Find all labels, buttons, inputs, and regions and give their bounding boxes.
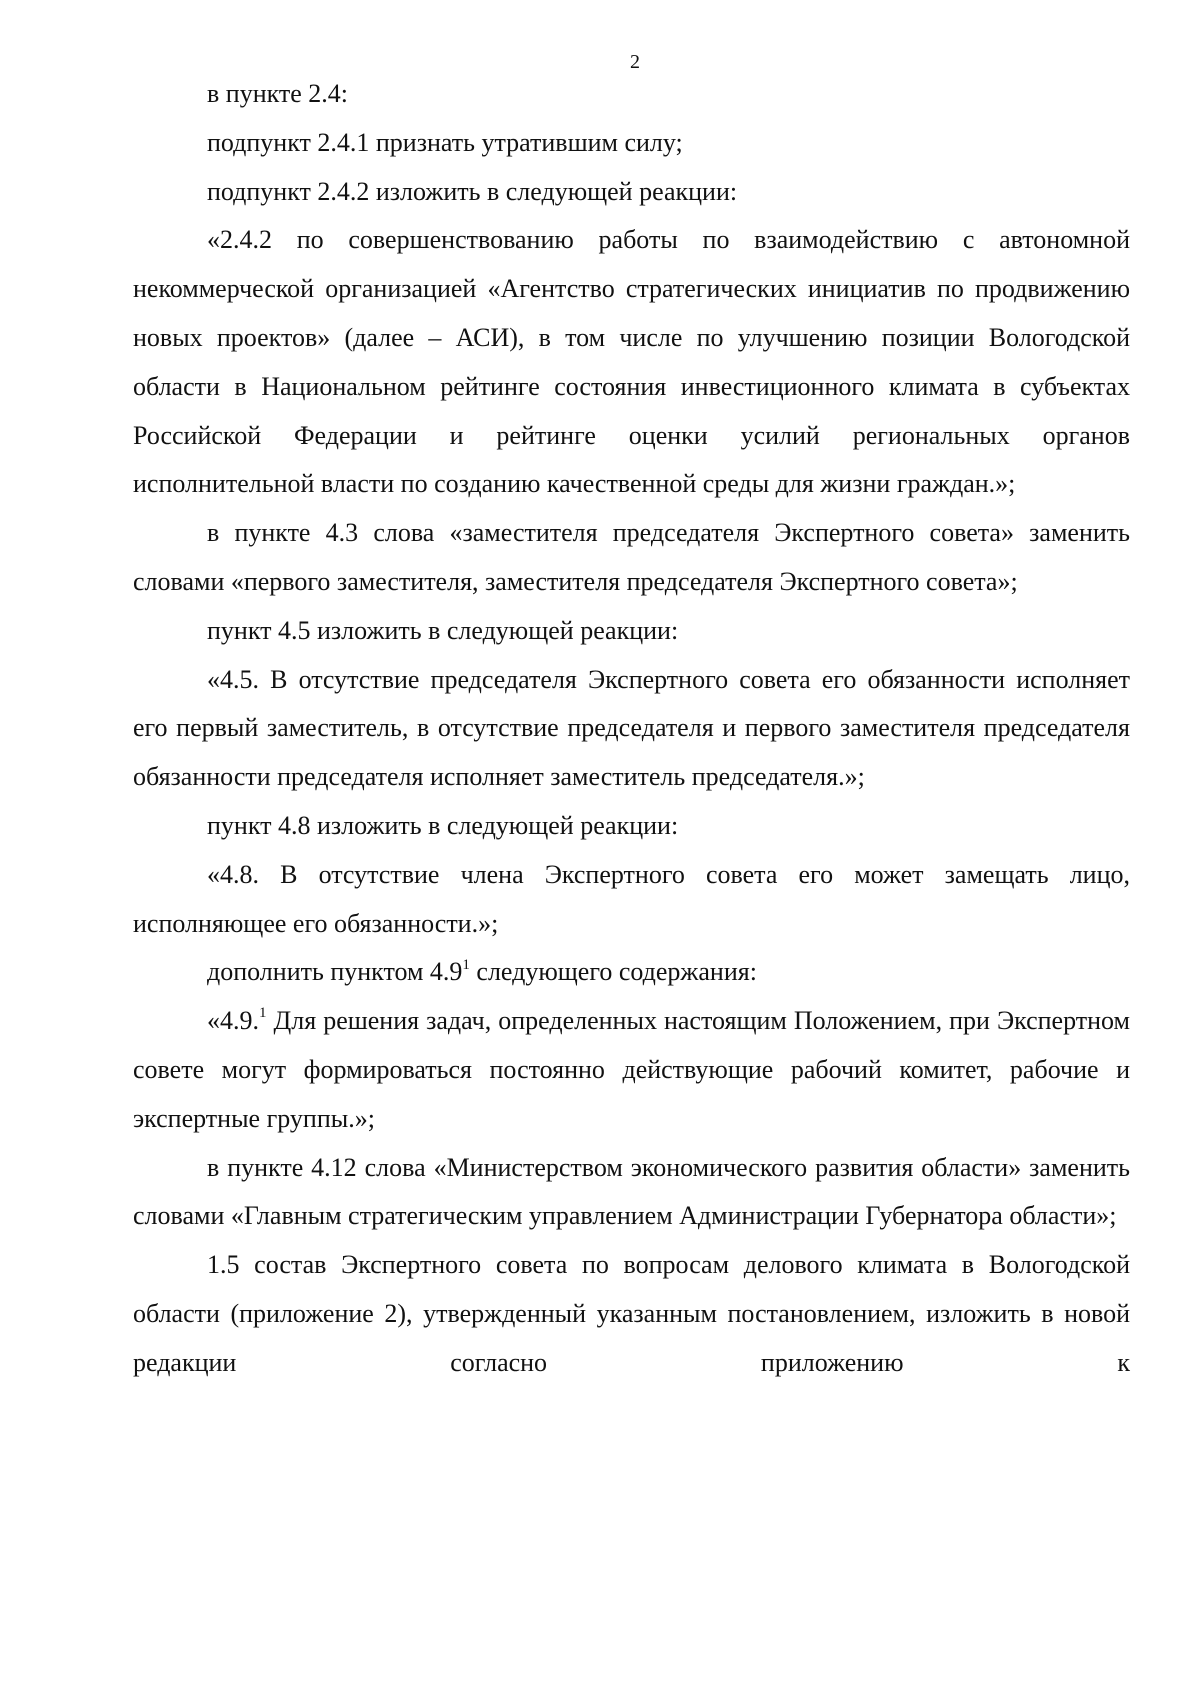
document-body [133,70,1130,1388]
paragraph-item-4-9-1-intro [133,948,1130,997]
paragraph-text-segment: «4.9. [207,1006,259,1036]
paragraph-item-4-3: в пункте 4.3 слова «заместителя председателя Экспертного совета» заменить словами «первого заместителя, заместителя председателя Экспертного совета»; [133,518,1130,596]
paragraph-text-segment: Для решения задач, определенных настоящим Положением, при Экспертном совете могут формироваться постоянно действующие рабочий комитет, рабочие и экспертные группы.»; [133,1006,1130,1133]
paragraph-subitem-2-4-2-intro: подпункт 2.4.2 изложить в следующей реакции: [207,176,738,206]
paragraph-item-4-5-intro: пункт 4.5 изложить в следующей реакции: [207,615,679,645]
paragraph-item-2-4: в пункте 2.4: [207,79,349,108]
superscript-mark: 1 [462,956,470,973]
paragraph-item-4-8-text: «4.8. В отсутствие члена Экспертного совета его может замещать лицо, исполняющее его обязанности.»; [133,859,1130,938]
paragraph-item-4-9-1-text [133,997,1130,1143]
paragraph-text-segment: следующего содержания: [469,957,757,987]
paragraph-item-1-5: 1.5 состав Экспертного совета по вопросам делового климата в Вологодской области (приложение 2), утвержденный указанным постановлением, изложить в новой редакции согласно приложению к [133,1250,1130,1377]
paragraph-subitem-2-4-1: подпункт 2.4.1 признать утратившим силу; [207,127,683,157]
paragraph-item-4-12: в пункте 4.12 слова «Министерством экономического развития области» заменить словами «Главным стратегическим управлением Администрации Губернатора области»; [133,1152,1130,1231]
paragraph-item-4-5-text: «4.5. В отсутствие председателя Экспертного совета его обязанности исполняет его первый заместитель, в отсутствие председателя и первого заместителя председателя обязанности председателя исполняет заместитель председателя.»; [133,664,1130,792]
paragraph-item-4-8-intro: пункт 4.8 изложить в следующей реакции: [207,810,679,840]
paragraph-text-segment: дополнить пунктом 4.9 [207,957,463,987]
page-number: 2 [630,51,640,73]
paragraph-subitem-2-4-2-text: «2.4.2 по совершенствованию работы по взаимодействию с автономной некоммерческой организацией «Агентство стратегических инициатив по продвижению новых проектов» (далее – АСИ), в том числе по улучшению позиции Вологодской области в Национальном рейтинге состояния инвестиционного климата в субъектах Российской Федерации и рейтинге оценки усилий региональных органов исполнительной власти по созданию качественной среды для жизни граждан.»; [133,225,1130,499]
superscript-mark: 1 [259,1005,267,1022]
